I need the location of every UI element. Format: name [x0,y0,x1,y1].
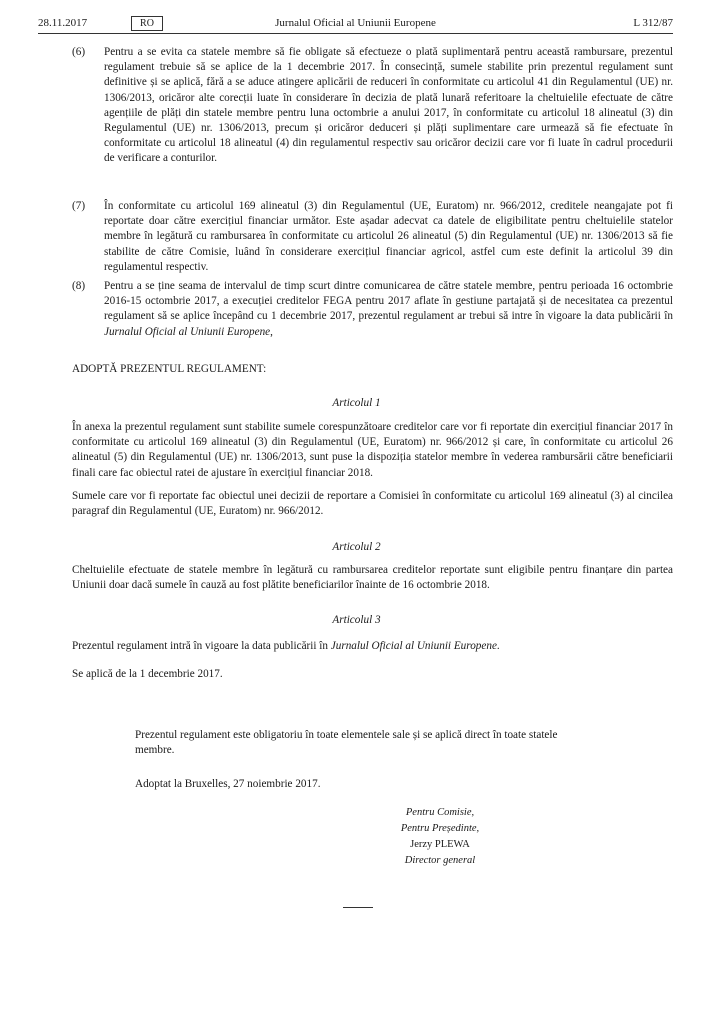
header-date: 28.11.2017 [38,17,88,29]
adopt-statement: ADOPTĂ PREZENTUL REGULAMENT: [72,363,267,375]
article-3-title: Articolul 3 [332,614,381,626]
recital-number: (8) [72,280,86,292]
recital-number: (6) [72,46,86,58]
page-header [38,14,673,34]
header-divider [38,33,673,34]
signatory-title: Director general [404,855,476,866]
end-divider [343,907,373,908]
journal-title: Jurnalul Oficial al Uniunii Europene [275,17,436,29]
article-2-paragraph-1: Cheltuielile efectuate de statele membre în legătură cu rambursarea creditelor reportate sunt eligibile pentru finanțare din partea Uniunii doar dacă sumele în cauză au fost plătite beneficiarilor înainte de 16 octombrie 2018. [72,564,673,592]
signature-line-commission: Pentru Comisie, [405,807,475,818]
article-3-paragraph-2: Se aplică de la 1 decembrie 2017. [72,668,223,680]
recital-text: Pentru a se evita ca statele membre să fie obligate să efectueze o plată suplimentară pentru această rambursare, prezentul regulament trebuie să se aplice de la 1 decembrie 2017. În consecință, sumele stabilite prin prezentul regulament sunt definitive și se aplică, fără a se aduce atingere aplicării de reduceri în conformitate cu articolul 41 din Regulamentul (UE) nr. 1306/2013, oricăror alte corecții luate în considerare în decizia de plată lunară referitoare la cheltuielile efectuate de către agențiile de plăți din statele membre pentru luna octombrie a anului 2017, în conformitate cu articolul 18 alineatul (3) din Regulamentul (UE) nr. 1306/2013, precum și oricăror deduceri și plăți suplimentare care urmează să fie efectuate în conformitate cu articolul 18 alineatul (4) din regulamentul respectiv sau oricăror decizii care vor fi luate în cadrul procedurii de verificare a conturilor. [104,46,673,165]
recital-text: Pentru a se ține seama de intervalul de timp scurt dintre comunicarea de către statele membre, pentru perioada 16 octombrie 2016-15 octombrie 2017, a execuției creditelor FEGA pentru 2017 aflate în gestiune partajată și de necesitatea ca prezentul regulament să se aplice începând cu 1 decembrie 2017, prezentul regulament ar trebui să intre în vigoare la data publicării în Jurnalul Oficial al Uniunii Europene, [104,280,673,338]
signature-block [360,805,520,869]
recital-7 [72,199,673,275]
signature-line-president: Pentru Președinte, [400,823,480,834]
adoption-place-date: Adoptat la Bruxelles, 27 noiembrie 2017. [135,778,321,790]
article-3-paragraph-1: Prezentul regulament intră în vigoare la data publicării în Jurnalul Oficial al Uniunii Europene. [72,640,500,652]
recital-number: (7) [72,200,86,212]
binding-clause: Prezentul regulament este obligatoriu în toate elementele sale și se aplică direct în toate statele membre. [135,729,558,757]
article-2-title: Articolul 2 [332,541,381,553]
journal-name-italic: Jurnalul Oficial al Uniunii Europene [330,640,497,652]
recital-6 [72,45,673,167]
article-1-paragraph-1: În anexa la prezentul regulament sunt stabilite sumele corespunzătoare creditelor care vor fi reportate din exercițiul financiar 2017 în conformitate cu articolul 169 alineatul (3) din Regulamentul (UE, Euratom) nr. 966/2012 și care, în conformitate cu articolul 26 alineatul (5) din Regulamentul (UE) nr. 1306/2013, sunt puse la dispoziția statelor membre în vederea rambursării către beneficiarii finali care fac obiectul ratei de ajustare în exercițiul financiar 2018. [72,421,673,479]
article-1-title: Articolul 1 [332,397,381,409]
journal-name-italic: Jurnalul Oficial al Uniunii Europene [104,325,271,338]
article-1-paragraph-2: Sumele care vor fi reportate fac obiectul unei decizii de reportare a Comisiei în conformitate cu articolul 169 alineatul (3) al cincilea paragraf din Regulamentul (UE, Euratom) nr. 966/2012. [72,490,673,518]
recital-8 [72,279,673,340]
signatory-name: Jerzy PLEWA [410,839,470,850]
page-number: L 312/87 [633,17,673,29]
recital-text: În conformitate cu articolul 169 alineatul (3) din Regulamentul (UE, Euratom) nr. 966/2012, creditele neangajate pot fi reportate doar către exercițiul financiar următor. Este așadar adecvat ca datele de eligibilitate pentru cheltuielile statelor membre în legătură cu rambursarea în conformitate cu articolul 26 alineatul (5) din Regulamentul (UE) nr. 1306/2013 să fie stabilite de către Comisie, luând în considerare exercițiul financiar agricol, astfel cum este definit la articolul 39 din regulamentul respectiv. [104,200,673,273]
language-badge: RO [131,16,163,31]
